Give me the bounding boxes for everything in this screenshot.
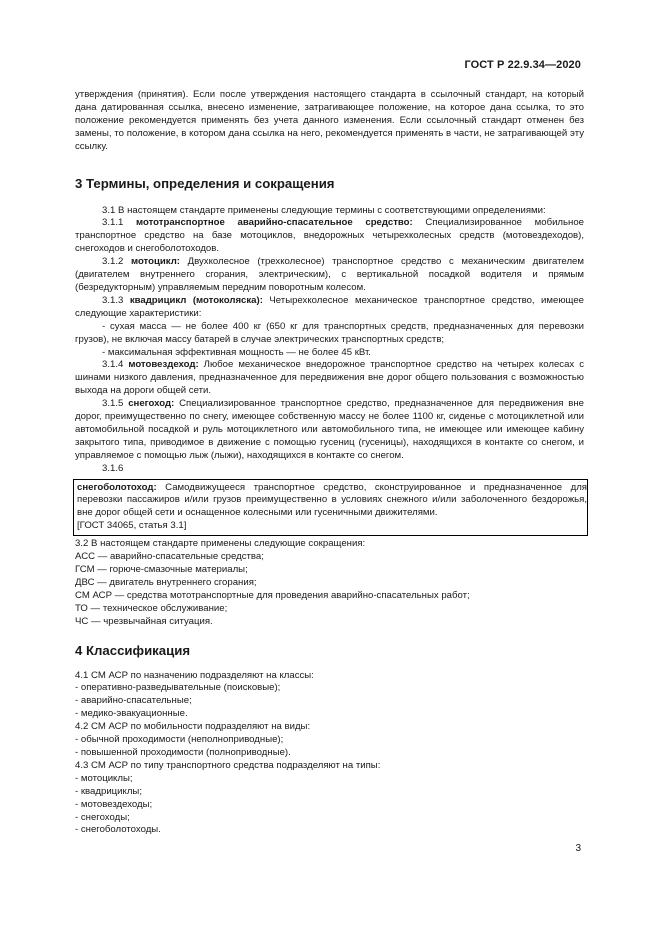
term-3-1-3 bbox=[75, 295, 584, 321]
list-item: - мотовездеходы; bbox=[75, 798, 153, 810]
term-name: снегоход: bbox=[128, 398, 175, 410]
abbrev-item: СМ АСР — средства мототранспортные для проведения аварийно-спасательных работ; bbox=[75, 589, 470, 601]
list-item: - повышенной проходимости (полноприводные). bbox=[75, 746, 291, 758]
list-item: - максимальная эффективная мощность — не более 45 кВт. bbox=[102, 346, 371, 358]
term-number: 3.1.3 bbox=[102, 294, 124, 306]
list-item: - аварийно-спасательные; bbox=[75, 695, 192, 707]
page-content bbox=[75, 89, 587, 837]
list-item: - обычной проходимости (неполноприводные); bbox=[75, 734, 284, 746]
list-item: - снегоходы; bbox=[75, 811, 130, 823]
term-definition: Специализированное мобильное транспортное средство на базе мотоциклов, внедорожных четырехколесных средств (мотовездеходов), снегоходов и снегоболотоходов. bbox=[75, 217, 584, 255]
term-3-1-1 bbox=[75, 217, 584, 256]
abbrev-item: АСС — аварийно-спасательные средства; bbox=[75, 551, 264, 563]
list-item: - медико-эвакуационные. bbox=[75, 708, 188, 720]
abbrev-item: ТО — техническое обслуживание; bbox=[75, 602, 228, 614]
list-item: - оперативно-разведывательные (поисковые); bbox=[75, 682, 281, 694]
term-3-1-5 bbox=[75, 398, 584, 463]
list-item: - квадрициклы; bbox=[75, 785, 142, 797]
paragraph-3-1: 3.1 В настоящем стандарте применены следующие термины с соответствующими определениями: bbox=[102, 204, 546, 216]
paragraph-4-1: 4.1 СМ АСР по назначению подразделяют на классы: bbox=[75, 669, 314, 681]
term-number: 3.1.1 bbox=[102, 217, 124, 229]
section-3-title: 3 Термины, определения и сокращения bbox=[75, 175, 335, 191]
document-header: ГОСТ Р 22.9.34—2020 bbox=[464, 59, 581, 71]
term-definition: Специализированное транспортное средство, предназначенное для передвижения вне дорог, преимущественно по снегу, имеющее собственную массу не более 1100 кг, сиденье с мотоциклетной или автомобильной посадкой и руль мотоциклетного или автомобильного типа, не имеющее или имеющее кабину закрытого типа, приводимое в движение с помощью гусениц (гусеницы), находящихся в контакте со снегом, и управляемое с помощью лыж (лыжи), находящихся в контакте со снегом. bbox=[75, 398, 584, 461]
term-3-1-6 bbox=[77, 482, 587, 521]
term-3-1-2 bbox=[75, 256, 584, 295]
term-3-1-4 bbox=[75, 359, 584, 398]
term-name: мототранспортное аварийно-спасательное средство: bbox=[135, 217, 413, 229]
term-3-1-6-number: 3.1.6 bbox=[102, 462, 124, 474]
term-name: снегоболотоход: bbox=[77, 481, 157, 493]
paragraph-4-2: 4.2 СМ АСР по мобильности подразделяют на виды: bbox=[75, 721, 311, 733]
term-definition: Двухколесное (трехколесное) транспортное средство с механическим двигателем (двигателем внутреннего сгорания, электрическим), с вертикальной посадкой водителя и прямым (безредукторным) управляемым передним поворотным колесом. bbox=[75, 256, 584, 293]
term-definition: Любое механическое внедорожное транспортное средство на четырех колесах с шинами низкого давления, предназначенное для передвижения вне дорог общего пользования с возможностью выхода на дороги общей сети. bbox=[75, 359, 584, 397]
term-number: 3.1.4 bbox=[102, 359, 124, 371]
term-number: 3.1.2 bbox=[102, 256, 124, 268]
list-item: - мотоциклы; bbox=[75, 772, 133, 784]
abbrev-item: ДВС — двигатель внутреннего сгорания; bbox=[75, 576, 257, 588]
term-name: мотоцикл: bbox=[130, 256, 180, 268]
term-name: мотовездеход: bbox=[128, 359, 199, 371]
paragraph-3-2: 3.2 В настоящем стандарте применены следующие сокращения: bbox=[75, 538, 366, 550]
abbrev-item: ГСМ — горюче-смазочные материалы; bbox=[75, 564, 248, 575]
abbrev-item: ЧС — чрезвычайная ситуация. bbox=[75, 615, 213, 627]
paragraph-4-3: 4.3 СМ АСР по типу транспортного средства подразделяют на типы: bbox=[75, 759, 381, 771]
intro-paragraph: утверждения (принятия). Если после утверждения настоящего стандарта в ссылочный стандарт, на который дана датированная ссылка, внесено изменение, затрагивающее положение, на которое дана ссылка, то это положение рекомендуется применять без учета данного изменения. Если ссылочный стандарт отменен без замены, то положение, в котором дана ссылка на него, рекомендуется применять в части, не затрагивающей эту ссылку. bbox=[75, 89, 584, 152]
term-3-1-6-box bbox=[73, 479, 588, 537]
term-reference: [ГОСТ 34065, статья 3.1] bbox=[77, 520, 187, 532]
list-item: - снегоболотоходы. bbox=[75, 824, 161, 836]
page-number: 3 bbox=[575, 843, 581, 854]
list-item: - сухая масса — не более 400 кг (650 кг для транспортных средств, предназначенных для перевозки грузов), не включая массу батарей в случае электрических транспортных средств; bbox=[75, 320, 584, 345]
term-definition: Самодвижущееся транспортное средство, сконструированное и предназначенное для перевозки пассажиров и/или грузов преимущественно в условиях снежного и/или заболоченного бездорожья, вне дорог общей сети и оснащенное колесными или гусеничными движителями. bbox=[77, 481, 587, 519]
term-name: квадрицикл (мотоколяска): bbox=[129, 294, 263, 306]
term-number: 3.1.5 bbox=[102, 398, 124, 410]
section-4-title: 4 Классификация bbox=[75, 642, 191, 658]
term-definition: Четырехколесное механическое транспортное средство, имеющее следующие характеристики: bbox=[75, 294, 584, 319]
